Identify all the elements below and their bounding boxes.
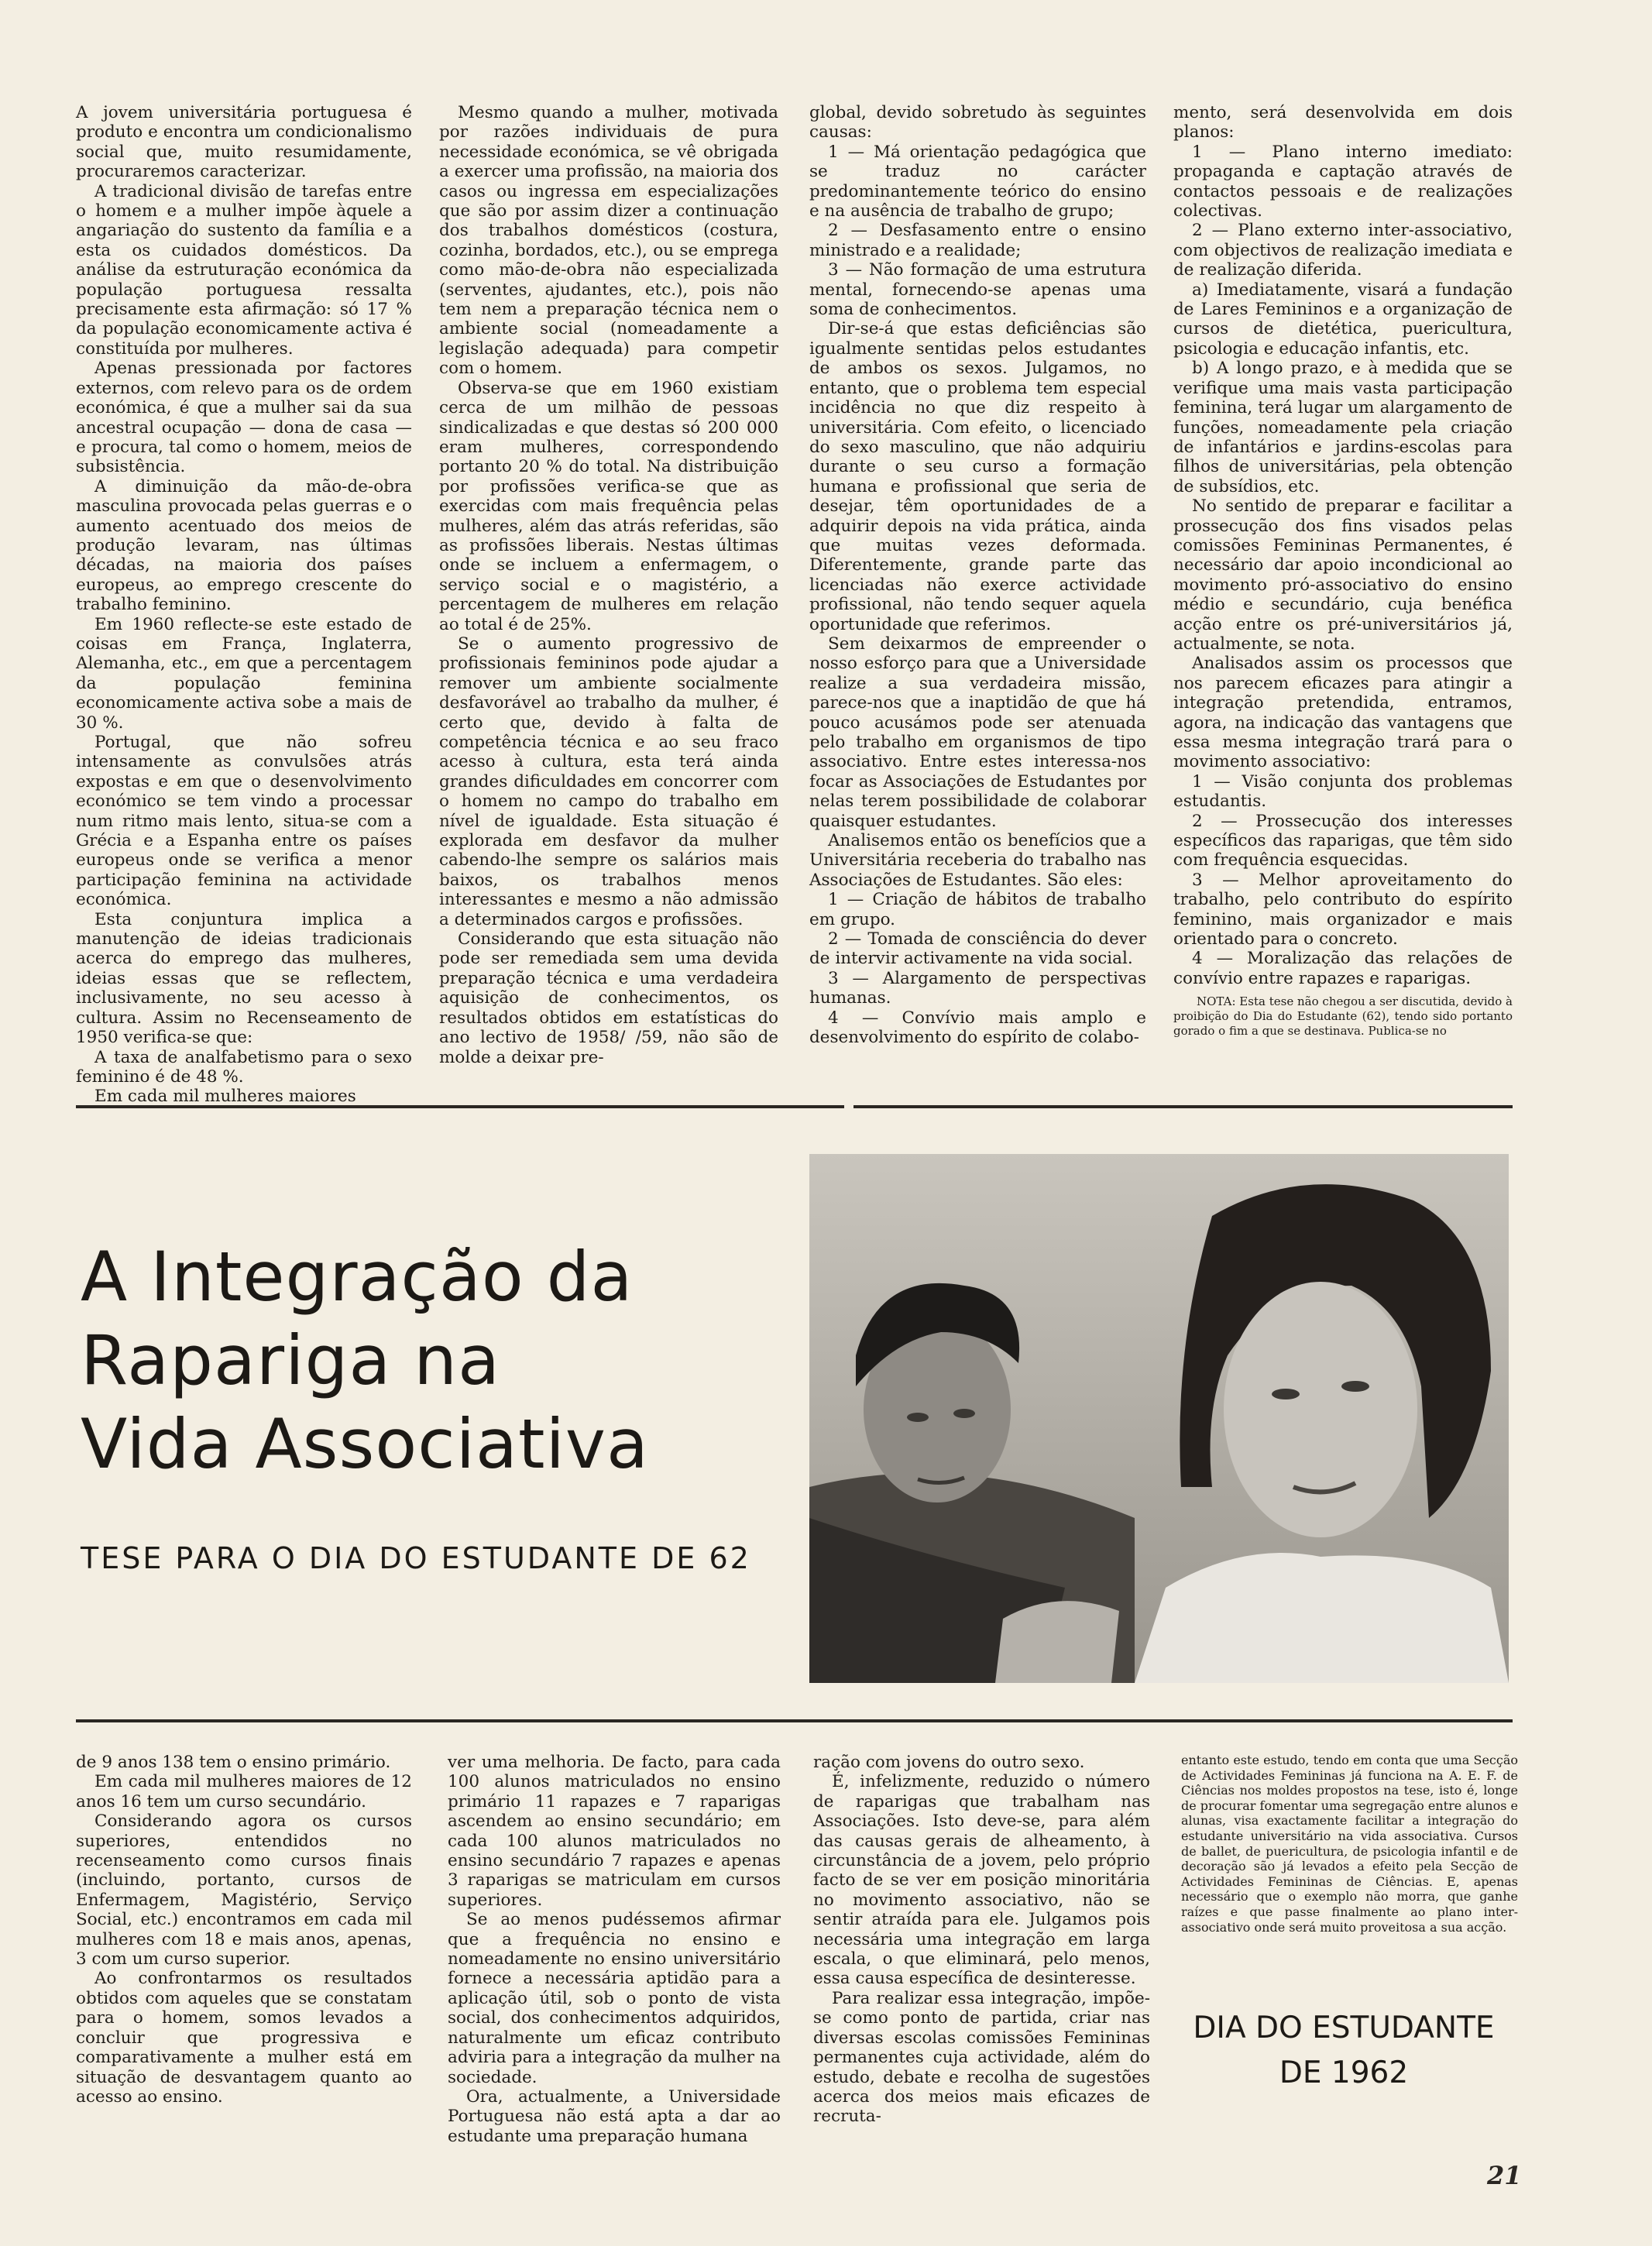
paragraph: A diminuição da mão-de-obra masculina provocada pelas guerras e o aumento acentuado dos meios de produção levaram, nas últimas décadas, na maioria dos países europeus, ao emprego crescente do trabalho feminino. bbox=[76, 476, 412, 615]
article-column-5 bbox=[76, 1753, 412, 2155]
paragraph: Analisados assim os processos que nos parecem eficazes para atingir a integração pretendida, entramos, agora, na indicação das vantagens que essa mesma integração trará para o movimento associativo: bbox=[1173, 654, 1513, 772]
divider-rule bbox=[76, 1719, 1513, 1722]
paragraph: de 9 anos 138 tem o ensino primário. bbox=[76, 1753, 391, 1772]
paragraph: Observa-se que em 1960 existiam cerca de um milhão de pessoas sindicalizadas e que destas só 200 000 eram mulheres, correspondendo portanto 20 % do total. Na distribuição por profissões verifica-se que as exercidas com mais frequência pelas mulheres, além das atrás referidas, são as profissões liberais. Nestas últimas onde se incluem a enfermagem, o serviço social e o magistério, a percentagem de mulheres em relação ao total é de 25%. bbox=[439, 378, 778, 634]
title-line: Vida Associativa bbox=[81, 1404, 649, 1484]
paragraph: 2 — Plano externo inter-associativo, com objectivos de realização imediata e de realização diferida. bbox=[1173, 221, 1513, 280]
paragraph: 1 — Plano interno imediato: propaganda e captação através de contactos pessoais e de realizações colectivas. bbox=[1173, 142, 1513, 222]
paragraph: A tradicional divisão de tarefas entre o homem e a mulher impõe àquele a angariação do sustento da família e a esta os cuidados domésticos. Da análise da estruturação económica da população portuguesa ressalta precisamente esta afirmação: só 17 % da população economicamente activa é constituída por mulheres. bbox=[76, 181, 412, 359]
paragraph: entanto este estudo, tendo em conta que uma Secção de Actividades Femininas já funciona na A. E. F. de Ciências nos moldes propostos na tese, isto é, longe de procurar fomentar uma segregação entre alunos e alunas, visa exactamente facilitar a integração do estudante universitário na vida associativa. Cursos de ballet, de puericultura, de psicologia infantil e de decoração são já levados a efeito pela Secção de Actividades Femininas de Ciências. E, apenas necessário que o exemplo não morra, que ganhe raízes e que passe finalmente ao plano inter-associativo onde será muito proveitosa a sua acção. bbox=[1181, 1753, 1518, 1935]
paragraph: Se o aumento progressivo de profissionais femininos pode ajudar a remover um ambiente socialmente desfavorável ao trabalho da mulher, é certo que, devido à falta de competência técnica e ao seu fraco acesso à cultura, esta terá ainda grandes dificuldades em concorrer com o homem no campo do trabalho em nível de igualdade. Esta situação é explorada em desfavor da mulher cabendo-lhe sempre os salários mais baixos, os trabalhos menos interessantes e mesmo a não admissão a determinados cargos e profissões. bbox=[439, 634, 778, 929]
paragraph: ver uma melhoria. De facto, para cada 100 alunos matriculados no ensino primário 11 rapazes e 7 raparigas ascendem ao ensino secundário; em cada 100 alunos matriculados no ensino secundário 7 rapazes e apenas 3 raparigas se matriculam em cursos superiores. bbox=[448, 1753, 781, 1910]
sidebar-line: DE 1962 bbox=[1279, 2055, 1409, 2090]
paragraph: A jovem universitária portuguesa é produto e encontra um condicionalismo social que, muito resumidamente, procuraremos caracterizar. bbox=[76, 103, 412, 182]
paragraph: 2 — Tomada de consciência do dever de intervir activamente na vida social. bbox=[809, 929, 1146, 969]
sidebar-label bbox=[1181, 2006, 1506, 2096]
paragraph: Ora, actualmente, a Universidade Portuguesa não está apta a dar ao estudante uma preparação humana bbox=[448, 2086, 781, 2146]
paragraph: A taxa de analfabetismo para o sexo feminino é de 48 %. bbox=[76, 1047, 412, 1087]
paragraph: 2 — Desfasamento entre o ensino ministrado e a realidade; bbox=[809, 221, 1146, 260]
paragraph: É, infelizmente, reduzido o número de raparigas que trabalham nas Associações. Isto deve-se, para além das causas gerais de alheamento, à circunstância de a jovem, pelo próprio facto de se ver em posição minoritária no movimento associativo, não se sentir atraída para ele. Julgamos pois necessária uma integração em larga escala, o que eliminará, pelo menos, essa causa específica de desinteresse. bbox=[813, 1772, 1150, 1989]
sidebar-line: DIA DO ESTUDANTE bbox=[1193, 2011, 1495, 2045]
paragraph: No sentido de preparar e facilitar a prossecução dos fins visados pelas comissões Femininas Permanentes, é necessário dar apoio incondicional ao movimento pró-associativo do ensino médio e secundário, cuja benéfica acção entre os pré-universitários já, actualmente, se nota. bbox=[1173, 496, 1513, 654]
article-subtitle: TESE PARA O DIA DO ESTUDANTE DE 62 bbox=[81, 1541, 751, 1575]
editor-note: NOTA: Esta tese não chegou a ser discutida, devido à proibição do Dia do Estudante (62), tendo sido portanto gorado o fim a que se destinava. Publica-se no bbox=[1173, 994, 1513, 1039]
paragraph: Considerando agora os cursos superiores, entendidos no recenseamento como cursos finais (incluindo, portanto, cursos de Enfermagem, Magistério, Serviço Social, etc.) encontramos em cada mil mulheres com 18 e mais anos, apenas, 3 com um curso superior. bbox=[76, 1812, 412, 1970]
article-column-6 bbox=[448, 1753, 781, 2155]
article-column-4 bbox=[1173, 103, 1513, 1075]
paragraph: Em cada mil mulheres maiores bbox=[94, 1087, 356, 1107]
paragraph: 3 — Melhor aproveitamento do trabalho, pelo contributo do espírito feminino, mais organizador e mais orientado para o concreto. bbox=[1173, 870, 1513, 950]
paragraph: 4 — Moralização das relações de convívio entre rapazes e raparigas. bbox=[1173, 949, 1513, 988]
note-continuation-column bbox=[1181, 1753, 1518, 2031]
paragraph: 3 — Alargamento de perspectivas humanas. bbox=[809, 968, 1146, 1008]
paragraph: Em 1960 reflecte-se este estado de coisas em França, Inglaterra, Alemanha, etc., em que a percentagem da população feminina economicamente activa sobe a mais de 30 %. bbox=[76, 614, 412, 733]
article-title bbox=[81, 1235, 778, 1486]
paragraph: 4 — Convívio mais amplo e desenvolvimento do espírito de colabo- bbox=[809, 1008, 1146, 1048]
photo-two-women bbox=[809, 1154, 1509, 1683]
paragraph: Portugal, que não sofreu intensamente as convulsões atrás expostas e em que o desenvolvimento económico se tem vindo a processar num ritmo mais lento, situa-se com a Grécia e a Espanha entre os países europeus onde se verifica a menor participação feminina na actividade económica. bbox=[76, 733, 412, 910]
paragraph: Mesmo quando a mulher, motivada por razões individuais de pura necessidade económica, se vê obrigada a exercer uma profissão, na maioria dos casos ou ingressa em especializações que são por assim dizer a continuação dos trabalhos domésticos (costura, cozinha, bordados, etc.), ou se emprega como mão-de-obra não especializada (serventes, ajudantes, etc.), pois não tem nem a preparação técnica nem o ambiente social (nomeadamente a legislação adequada) para competir com o homem. bbox=[439, 103, 778, 379]
page-number: 21 bbox=[1487, 2161, 1522, 2190]
paragraph: ração com jovens do outro sexo. bbox=[813, 1753, 1085, 1772]
paragraph: Se ao menos pudéssemos afirmar que a frequência no ensino e nomeadamente no ensino universitário fornece a necessária aptidão para a aplicação útil, sob o ponto de vista social, dos conhecimentos adquiridos, naturalmente um eficaz contributo adviria para a integração da mulher na sociedade. bbox=[448, 1910, 781, 2087]
paragraph: 1 — Visão conjunta dos problemas estudantis. bbox=[1173, 771, 1513, 812]
article-column-1 bbox=[76, 103, 412, 1107]
paragraph: b) A longo prazo, e à medida que se verifique uma mais vasta participação feminina, terá lugar um alargamento de funções, nomeadamente pela criação de infantários e jardins-escolas para filhos de universitárias, pela obtenção de subsídios, etc. bbox=[1173, 359, 1513, 496]
paragraph: Analisemos então os benefícios que a Universitária receberia do trabalho nas Associações de Estudantes. São eles: bbox=[809, 831, 1146, 890]
paragraph: global, devido sobretudo às seguintes causas: bbox=[809, 103, 1146, 143]
paragraph: Esta conjuntura implica a manutenção de ideias tradicionais acerca do emprego das mulheres, ideias essas que se reflectem, inclusivamente, no seu acesso à cultura. Assim no Recenseamento de 1950 verifica-se que: bbox=[76, 909, 412, 1048]
paragraph: Em cada mil mulheres maiores de 12 anos 16 tem um curso secundário. bbox=[76, 1772, 412, 1812]
paragraph: 3 — Não formação de uma estrutura mental, fornecendo-se apenas uma soma de conhecimentos. bbox=[809, 260, 1146, 320]
article-column-2 bbox=[439, 103, 778, 1075]
divider-rule bbox=[76, 1105, 1513, 1108]
paragraph: Sem deixarmos de empreender o nosso esforço para que a Universidade realize a sua verdadeira missão, parece-nos que a inaptidão de que há pouco acusámos pode ser atenuada pelo trabalho em organismos de tipo associativo. Entre estes interessa-nos focar as Associações de Estudantes por nelas terem possibilidade de colaborar quaisquer estudantes. bbox=[809, 634, 1146, 831]
title-line: A Integração da bbox=[81, 1237, 634, 1317]
paragraph: 1 — Criação de hábitos de trabalho em grupo. bbox=[809, 890, 1146, 929]
article-column-3 bbox=[809, 103, 1146, 1075]
article-column-7 bbox=[813, 1753, 1150, 2155]
paragraph: a) Imediatamente, visará a fundação de Lares Femininos e a organização de cursos de dietética, puericultura, psicologia e educação infantis, etc. bbox=[1173, 280, 1513, 359]
paragraph: 2 — Prossecução dos interesses específicos das raparigas, que têm sido com frequência esquecidas. bbox=[1173, 811, 1513, 871]
paragraph: Considerando que esta situação não pode ser remediada sem uma devida preparação técnica e uma verdadeira aquisição de conhecimentos, os resultados obtidos em estatísticas do ano lectivo de 1958/ /59, não são de molde a deixar pre- bbox=[439, 929, 778, 1067]
paragraph: 1 — Má orientação pedagógica que se traduz no carácter predominantemente teórico do ensino e na ausência de trabalho de grupo; bbox=[809, 142, 1146, 222]
paragraph: Apenas pressionada por factores externos, com relevo para os de ordem económica, é que a mulher sai da sua ancestral ocupação — dona de casa — e procura, tal como o homem, meios de subsistência. bbox=[76, 359, 412, 477]
paragraph: Ao confrontarmos os resultados obtidos com aqueles que se constatam para o homem, somos levados a concluir que progressiva e comparativamente a mulher está em situação de desvantagem quanto ao acesso ao ensino. bbox=[76, 1969, 412, 2107]
paragraph: Para realizar essa integração, impõe-se como ponto de partida, criar nas diversas escolas comissões Femininas permanentes cuja actividade, além do estudo, debate e recolha de sugestões acerca dos meios mais eficazes de recruta- bbox=[813, 1988, 1150, 2127]
title-line: Rapariga na bbox=[81, 1320, 501, 1400]
paragraph: mento, será desenvolvida em dois planos: bbox=[1173, 103, 1513, 143]
photo-illustration bbox=[809, 1154, 1509, 1683]
paragraph: Dir-se-á que estas deficiências são igualmente sentidas pelos estudantes de ambos os sexos. Julgamos, no entanto, que o problema tem especial incidência no que diz respeito à universitária. Com efeito, o licenciado do sexo masculino, que não adquiriu durante o seu curso a formação humana e profissional que seria de desejar, têm oportunidades de a adquirir depois na vida prática, ainda que muitas vezes deformada. Diferentemente, grande parte das licenciadas não exerce actividade profissional, não tendo sequer aquela oportunidade que referimos. bbox=[809, 319, 1146, 634]
